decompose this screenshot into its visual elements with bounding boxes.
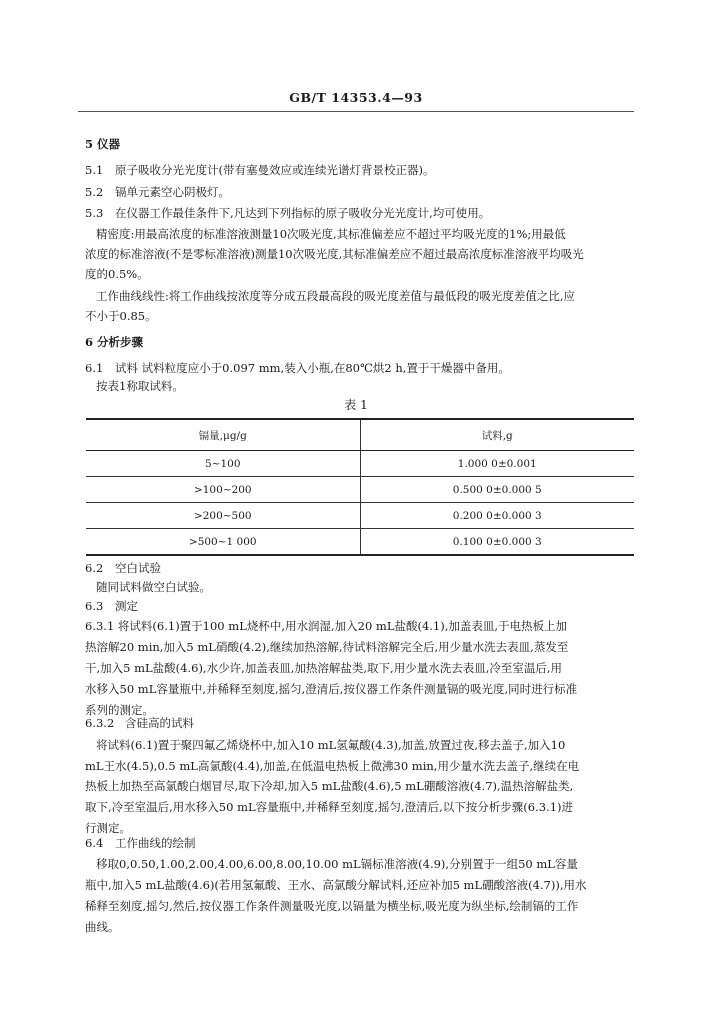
item-title: 空白试验 [115,561,161,575]
item-number: 6.1 [85,361,104,375]
paragraph-6-4-line: 移取0,0.50,1.00,2.00,4.00,6.00,8.00,10.00 mL镉标准溶液(4.9),分别置于一组50 mL容量 [96,857,578,871]
paragraph-6-4-line: 曲线。 [85,920,120,934]
item-title: 含硅高的试料 [125,716,194,730]
item-number: 6.2 [85,561,104,575]
table-row [86,451,634,477]
table-header-row [86,419,634,451]
sample-mass-cell: 0.500 0±0.000 5 [360,477,634,503]
table-1-caption: 表 1 [344,398,368,412]
table-1 [86,418,634,556]
table-row [86,503,634,529]
item-5-3 [85,205,635,221]
item-text: 在仪器工作最佳条件下,凡达到下列指标的原子吸收分光光度计,均可使用。 [115,206,491,220]
paragraph-6-3-1-line: 6.3.1 将试料(6.1)置于100 mL烧杯中,用水润湿,加入20 mL盐酸(4.1),加盖表皿,于电热板上加 [85,619,568,633]
precision-line: 浓度的标准溶液(不是零标准溶液)测量10次吸光度,其标准偏差应不超过最高浓度标准溶液平均吸光 [85,247,584,261]
table-row [86,529,634,556]
item-number: 6.3.2 [85,716,115,730]
cadmium-range-cell: 5~100 [86,451,360,477]
item-5-2 [85,184,635,200]
paragraph-6-3-1-line: 水移入50 mL容量瓶中,并稀释至刻度,摇匀,澄清后,按仪器工作条件测量镉的吸光度,同时进行标准 [85,682,578,696]
cadmium-range-cell: >100~200 [86,477,360,503]
sample-mass-cell: 0.200 0±0.000 3 [360,503,634,529]
paragraph-6-3-2-line: 将试料(6.1)置于聚四氟乙烯烧杯中,加入10 mL氢氟酸(4.3),加盖,放置过夜,移去盖子,加入10 [96,738,566,752]
linearity-line: 不小于0.85。 [85,309,157,323]
column-header-cadmium: 镉量,μg/g [86,419,360,451]
item-number: 5.3 [85,206,104,220]
paragraph-6-3-2-line: mL王水(4.5),0.5 mL高氯酸(4.4),加盖,在低温电热板上微沸30 min,用少量水洗去盖子,继续在电 [85,759,580,773]
paragraph-6-3-1-line: 热溶解20 min,加入5 mL硝酸(4.2),继续加热溶解,待试料溶解完全后,用少量水洗去表皿,蒸发至 [85,640,569,654]
linearity-line: 工作曲线线性:将工作曲线按浓度等分成五段最高段的吸光度差值与最低段的吸光度差值之比,应 [96,289,576,303]
sample-mass-cell: 1.000 0±0.001 [360,451,634,477]
precision-line: 精密度:用最高浓度的标准溶液测量10次吸光度,其标准偏差应不超过平均吸光度的1%;用最低 [96,227,566,241]
item-number: 5.1 [85,163,104,177]
table-row [86,477,634,503]
item-title: 测定 [115,599,138,613]
section-5-heading: 5 仪器 [85,137,121,151]
item-text: 镉单元素空心阴极灯。 [115,185,230,199]
item-text: 试料 试料粒度应小于0.097 mm,装入小瓶,在80℃烘2 h,置于干燥器中备用。 [115,361,510,375]
item-title: 工作曲线的绘制 [115,836,196,850]
paragraph-6-3-2-line: 热板上加热至高氯酸白烟冒尽,取下冷却,加入5 mL盐酸(4.6),5 mL硼酸溶液(4.7),温热溶解盐类, [85,779,574,793]
item-5-1 [85,162,635,178]
item-6-1-note: 按表1称取试料。 [96,379,184,393]
item-number: 6.3 [85,599,104,613]
item-6-3-2 [85,715,635,731]
paragraph-6-3-2-line: 取下,冷至室温后,用水移入50 mL容量瓶中,并稀释至刻度,摇匀,澄清后,以下按分析步骤(6.3.1)进 [85,800,573,814]
standard-number-header: GB/T 14353.4—93 [289,90,423,105]
sample-mass-cell: 0.100 0±0.000 3 [360,529,634,556]
item-6-4 [85,835,635,851]
precision-line: 度的0.5%。 [85,267,149,281]
item-6-3 [85,598,635,614]
item-6-2 [85,560,635,576]
paragraph-6-3-1-line: 系列的测定。 [85,703,154,717]
paragraph-6-3-2-line: 行测定。 [85,821,131,835]
paragraph-6-4-line: 瓶中,加入5 mL盐酸(4.6)(若用氢氟酸、王水、高氯酸分解试料,还应补加5 mL硼酸溶液(4.7)),用水 [85,878,587,892]
item-6-1 [85,360,635,376]
paragraph-6-3-1-line: 干,加入5 mL盐酸(4.6),水少许,加盖表皿,加热溶解盐类,取下,用少量水洗去表皿,冷至室温后,用 [85,661,563,675]
cadmium-range-cell: >200~500 [86,503,360,529]
column-header-sample-mass: 试料,g [360,419,634,451]
item-text: 原子吸收分光光度计(带有塞曼效应或连续光谱灯背景校正器)。 [115,163,435,177]
cadmium-range-cell: >500~1 000 [86,529,360,556]
paragraph-6-4-line: 稀释至刻度,摇匀,然后,按仪器工作条件测量吸光度,以镉量为横坐标,吸光度为纵坐标,绘制镉的工作 [85,899,579,913]
header-rule [78,111,634,112]
item-number: 6.4 [85,836,104,850]
item-number: 5.2 [85,185,104,199]
item-6-2-text: 随同试料做空白试验。 [96,580,211,594]
section-6-heading: 6 分析步骤 [85,335,144,349]
